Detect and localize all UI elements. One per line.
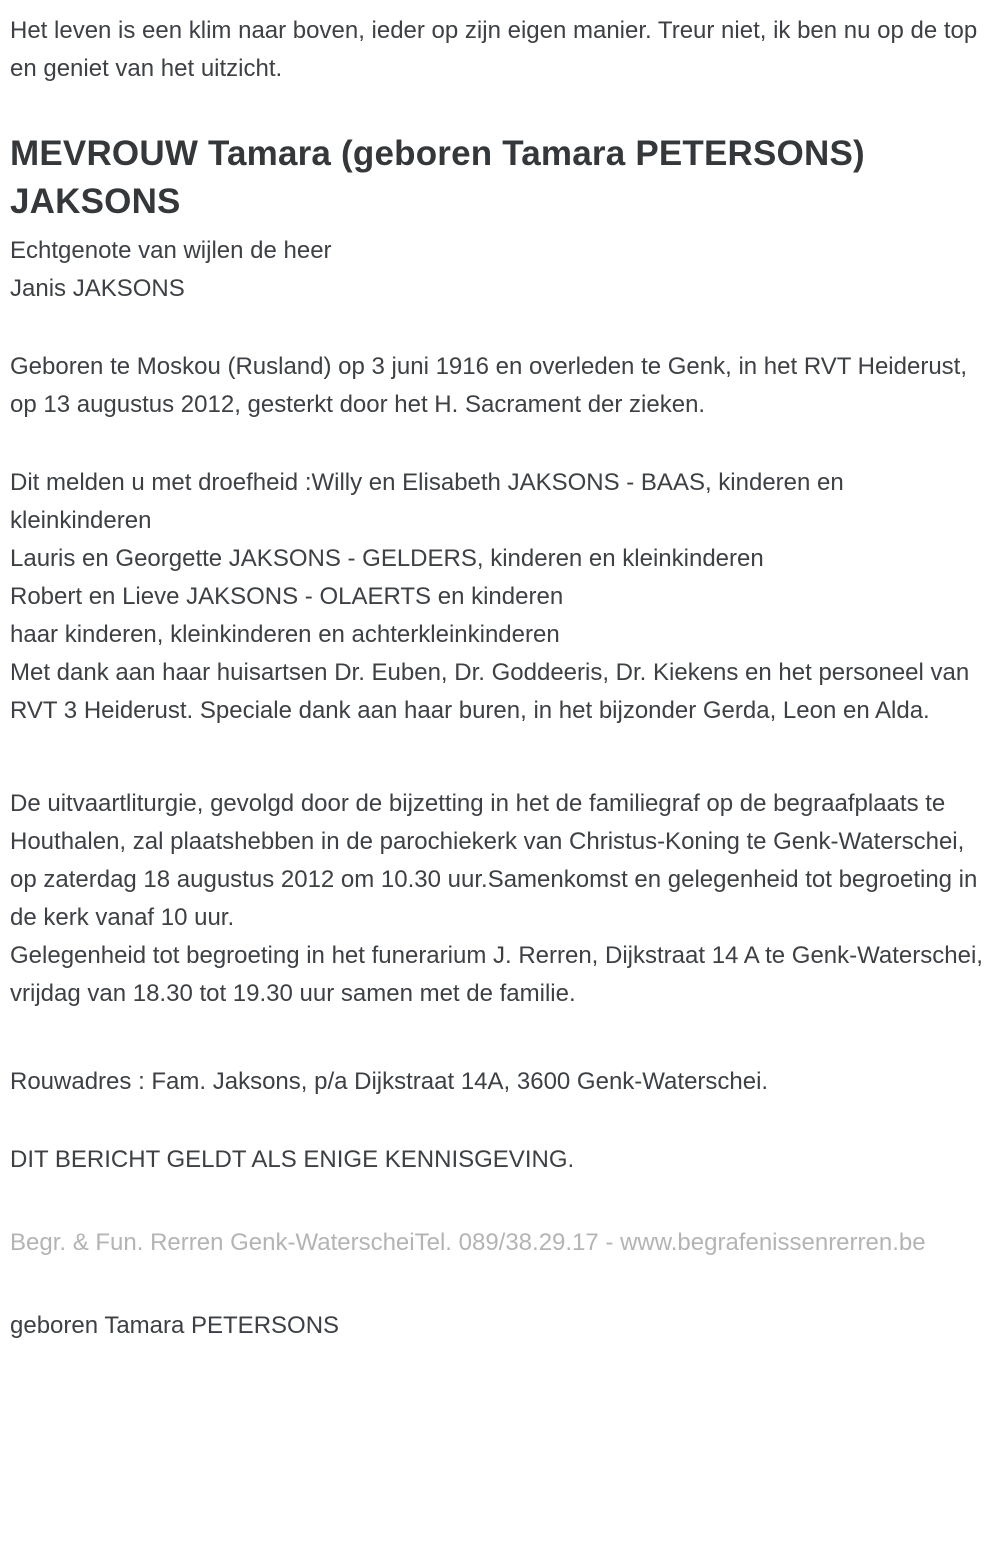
text-line: Lauris en Georgette JAKSONS - GELDERS, kinderen en kleinkinderen [10, 545, 764, 572]
sole-notification-line: DIT BERICHT GELDT ALS ENIGE KENNISGEVING. [10, 1146, 575, 1173]
spouse-intro-line: Echtgenote van wijlen de heer [10, 237, 332, 264]
birth-death-paragraph: Geboren te Moskou (Rusland) op 3 juni 1916 en overleden te Genk, in het RVT Heiderust, op 13 augustus 2012, gesterkt door het H. Sacrament der zieken. [10, 353, 968, 418]
deceased-name-heading: MEVROUW Tamara (geboren Tamara PETERSONS) JAKSONS [10, 134, 865, 221]
spouse-name-line: Janis JAKSONS [10, 275, 185, 302]
text-line: Met dank aan haar huisartsen Dr. Euben, Dr. Goddeeris, Dr. Kiekens en het personeel van RVT 3 Heiderust. Speciale dank aan haar buren, in het bijzonder Gerda, Leon en Alda. [10, 659, 970, 724]
memorial-quote: Het leven is een klim naar boven, ieder op zijn eigen manier. Treur niet, ik ben nu op de top en geniet van het uitzicht. [10, 17, 978, 82]
spouse-block [10, 232, 984, 308]
funeral-home-contact: Begr. & Fun. Rerren Genk-WaterscheiTel. 089/38.29.17 - www.begrafenissenrerren.be [10, 1229, 926, 1256]
text-line: haar kinderen, kleinkinderen en achterkleinkinderen [10, 621, 560, 648]
text-line: De uitvaartliturgie, gevolgd door de bijzetting in het de familiegraf op de begraafplaats te Houthalen, zal plaatshebben in de parochiekerk van Christus-Koning te Genk-Waterschei, op zaterdag 18 augustus 2012 om 10.30 uur.Samenkomst en gelegenheid tot begroeting in de kerk vanaf 10 uur. [10, 790, 978, 931]
family-announcement-block [10, 464, 984, 730]
text-line: Robert en Lieve JAKSONS - OLAERTS en kinderen [10, 583, 564, 610]
text-line: Dit melden u met droefheid :Willy en Elisabeth JAKSONS - BAAS, kinderen en kleinkinderen [10, 469, 844, 534]
maiden-name-footer: geboren Tamara PETERSONS [10, 1312, 340, 1339]
mourning-address-line: Rouwadres : Fam. Jaksons, p/a Dijkstraat 14A, 3600 Genk-Waterschei. [10, 1068, 769, 1095]
funeral-service-block [10, 785, 984, 1013]
text-line: Gelegenheid tot begroeting in het funerarium J. Rerren, Dijkstraat 14 A te Genk-Waterschei, vrijdag van 18.30 tot 19.30 uur samen met de familie. [10, 942, 983, 1007]
